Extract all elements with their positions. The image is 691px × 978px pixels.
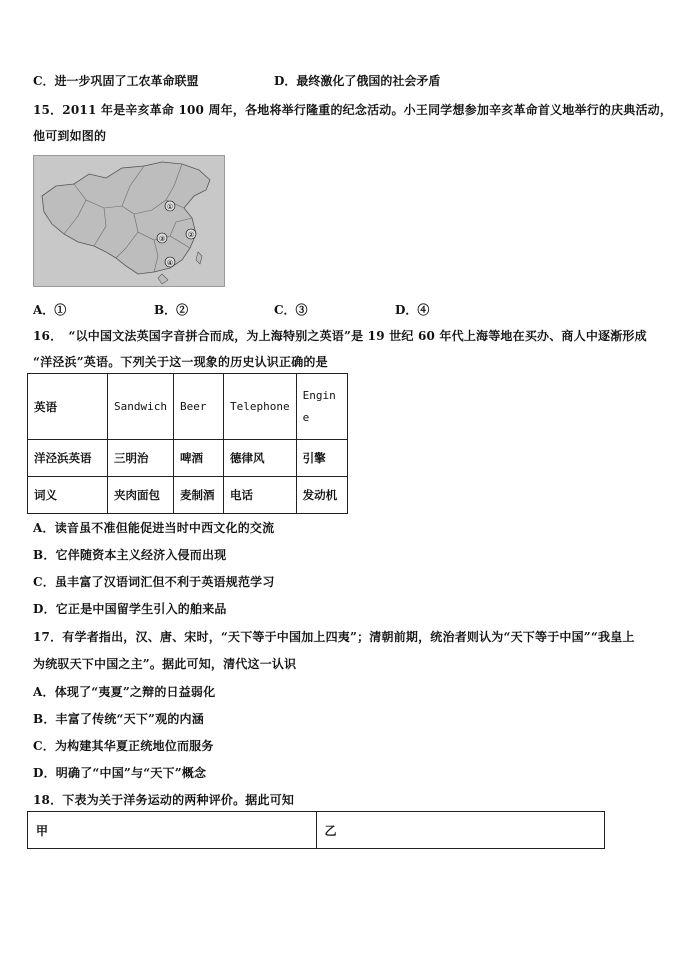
q17-stem-line1: 17．有学者指出，汉、唐、宋时，“天下等于中国加上四夷”；清朝前期，统治者则认为“天下等于中国”“我皇上 xyxy=(33,630,635,644)
table-cell: Sandwich xyxy=(108,374,174,440)
q17-option-a: A．体现了“夷夏”之辩的日益弱化 xyxy=(33,685,216,699)
evaluation-table xyxy=(27,811,605,849)
q14-option-c: C．进一步巩固了工农革命联盟 xyxy=(33,74,199,88)
table-cell: 三明治 xyxy=(108,440,174,477)
table-cell: Beer xyxy=(173,374,223,440)
q17-option-b: B．丰富了传统“天下”观的内涵 xyxy=(33,712,204,726)
q14-option-d: D．最终激化了俄国的社会矛盾 xyxy=(274,74,441,88)
china-outline xyxy=(42,162,210,274)
table-row-pidgin xyxy=(28,440,348,477)
table-cell: 发动机 xyxy=(296,477,347,514)
table-cell: 英语 xyxy=(28,374,108,440)
q15-stem-line2: 他可到如图的 xyxy=(33,129,107,143)
table-cell-line: Engin xyxy=(302,388,336,402)
table-header-jia: 甲 xyxy=(28,812,317,849)
q15-option-b: B．② xyxy=(154,303,189,317)
pidgin-english-table xyxy=(27,373,348,514)
table-row-english xyxy=(28,374,348,440)
table-row xyxy=(28,812,605,849)
table-cell: 引擎 xyxy=(296,440,347,477)
hainan-island xyxy=(158,274,168,284)
china-map xyxy=(33,155,225,287)
q16-option-b: B．它伴随资本主义经济入侵而出现 xyxy=(33,548,227,562)
table-cell: 夹肉面包 xyxy=(108,477,174,514)
q16-option-c: C．虽丰富了汉语词汇但不利于英语规范学习 xyxy=(33,575,275,589)
table-cell: Telephone xyxy=(223,374,296,440)
table-cell: 电话 xyxy=(223,477,296,514)
q17-option-c: C．为构建其华夏正统地位而服务 xyxy=(33,739,214,753)
q17-option-d: D．明确了“中国”与“天下”概念 xyxy=(33,766,207,780)
q15-stem-line1: 15．2011 年是辛亥革命 100 周年，各地将举行隆重的纪念活动。小王同学想参加辛亥革命首义地举行的庆典活动， xyxy=(33,103,673,117)
q16-option-d: D．它正是中国留学生引入的舶来品 xyxy=(33,602,227,616)
q18-stem: 18．下表为关于洋务运动的两种评价。据此可知 xyxy=(33,793,295,807)
table-cell: 洋泾浜英语 xyxy=(28,440,108,477)
q17-stem-line2: 为统驭天下中国之主”。据此可知，清代这一认识 xyxy=(33,657,297,671)
q15-option-d: D．④ xyxy=(395,303,430,317)
q16-option-a: A．读音虽不准但能促进当时中西文化的交流 xyxy=(33,521,275,535)
table-cell: 德律风 xyxy=(223,440,296,477)
taiwan-island xyxy=(196,252,202,264)
marker-2-label: ② xyxy=(187,231,195,239)
table-row-meaning xyxy=(28,477,348,514)
q16-stem-line2: “洋泾浜”英语。下列关于这一现象的历史认识正确的是 xyxy=(33,355,328,369)
q15-option-c: C．③ xyxy=(274,303,308,317)
marker-3-label: ③ xyxy=(158,235,166,243)
marker-1-label: ① xyxy=(166,203,174,211)
table-cell-line: e xyxy=(302,410,310,424)
marker-4-label: ④ xyxy=(166,259,174,267)
table-cell xyxy=(296,374,347,440)
table-header-yi: 乙 xyxy=(316,812,605,849)
table-cell: 词义 xyxy=(28,477,108,514)
china-map-svg xyxy=(34,156,224,286)
q16-stem-line1: 16． “以中国文法英国字音拼合而成，为上海特别之英语”是 19 世纪 60 年代上海等地在买办、商人中逐渐形成 xyxy=(33,329,647,343)
table-cell: 啤酒 xyxy=(173,440,223,477)
table-cell: 麦制酒 xyxy=(173,477,223,514)
q15-option-a: A．① xyxy=(33,303,67,317)
